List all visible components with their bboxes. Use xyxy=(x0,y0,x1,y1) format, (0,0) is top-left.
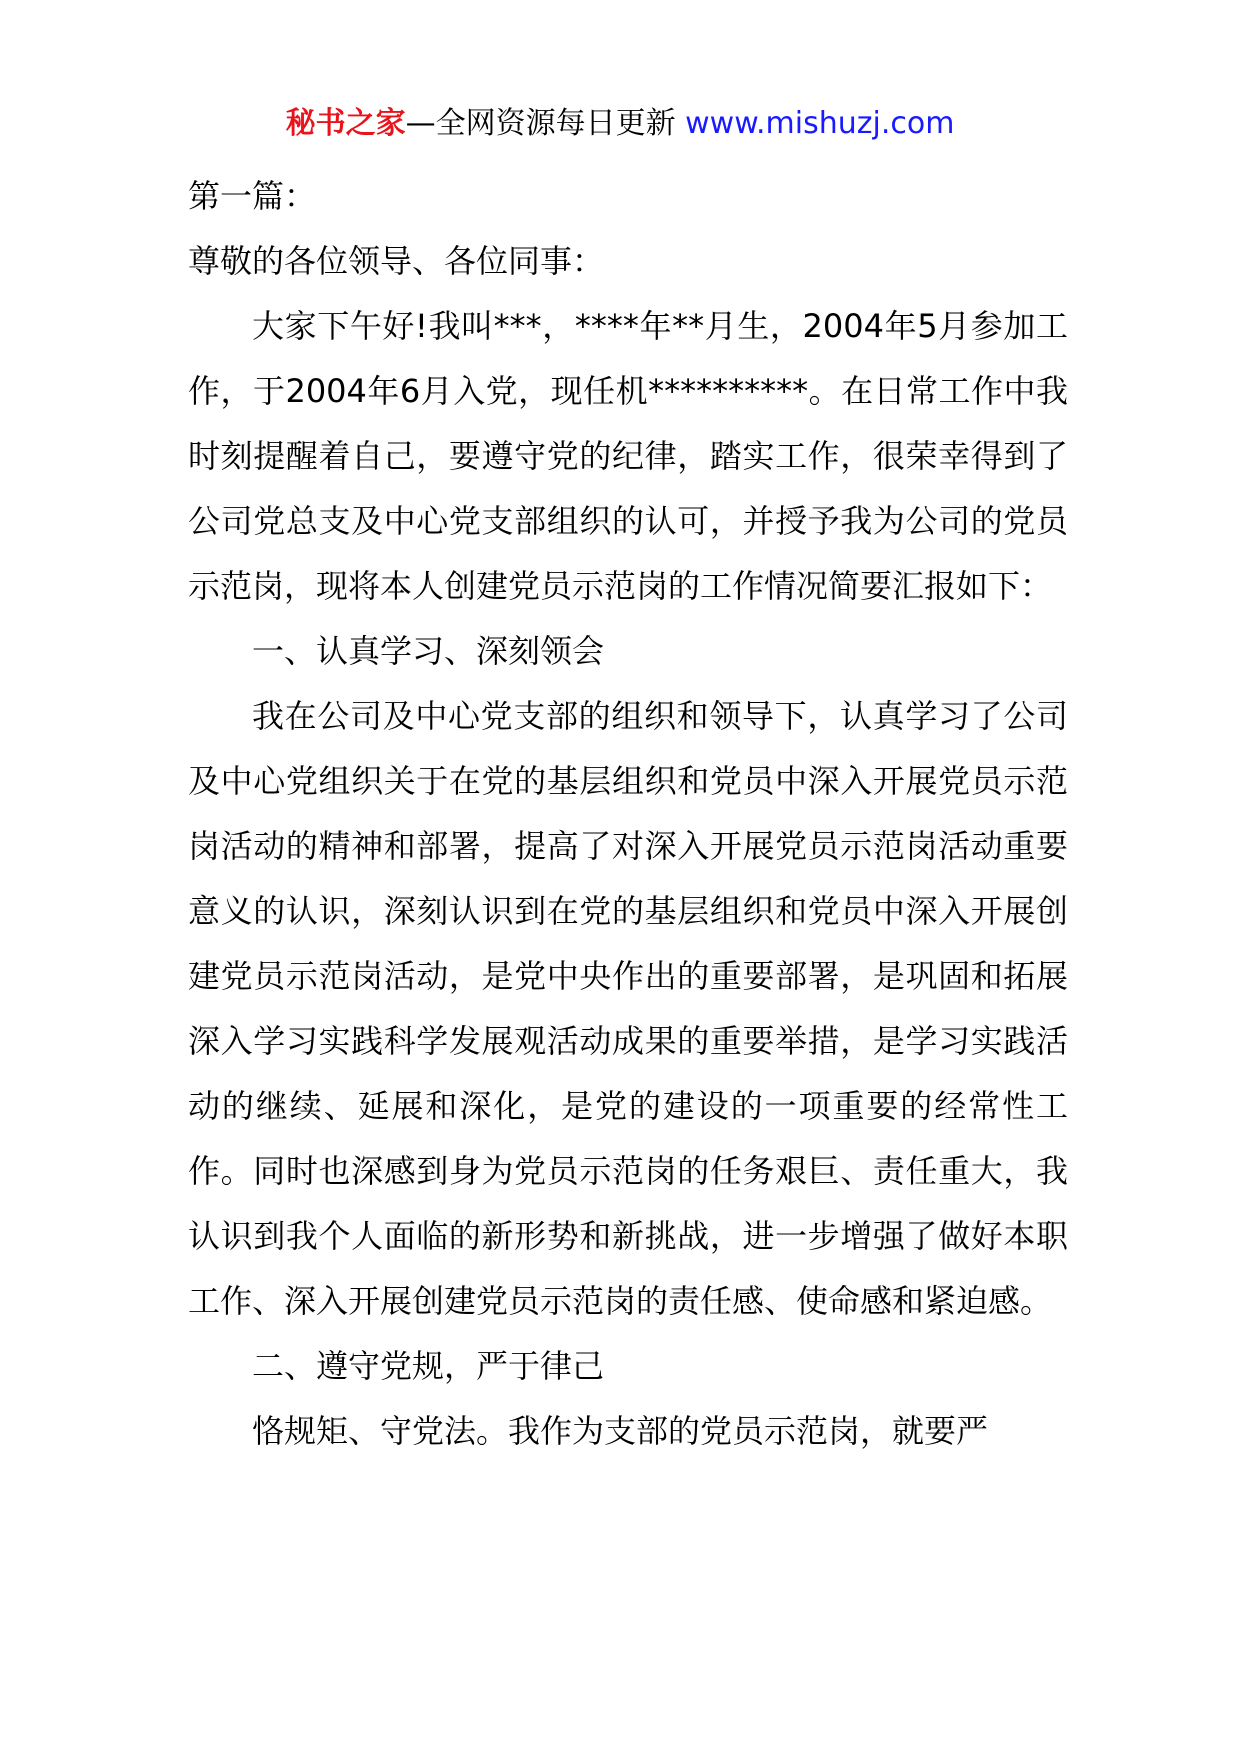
intro-paragraph: 大家下午好!我叫***，****年**月生，2004年5月参加工作，于2004年6月入党，现任机**********。在日常工作中我时刻提醒着自己，要遵守党的纪律，踏实工作，很荣幸得到了公司党总支及中心党支部组织的认可，并授予我为公司的党员示范岗，现将本人创建党员示范岗的工作情况简要汇报如下： xyxy=(188,307,1068,605)
salutation: 尊敬的各位领导、各位同事： xyxy=(188,242,605,280)
section-2-heading: 二、遵守党规，严于律己 xyxy=(252,1347,605,1385)
section-2-paragraph: 恪规矩、守党法。我作为支部的党员示范岗，就要严 xyxy=(252,1412,989,1450)
site-header xyxy=(0,100,1240,148)
site-brand: 秘书之家 xyxy=(285,106,406,141)
site-url-link[interactable]: www.mishuzj.com xyxy=(685,106,955,141)
section-1-paragraph: 我在公司及中心党支部的组织和领导下，认真学习了公司及中心党组织关于在党的基层组织和党员中深入开展党员示范岗活动的精神和部署，提高了对深入开展党员示范岗活动重要意义的认识，深刻认识到在党的基层组织和党员中深入开展创建党员示范岗活动，是党中央作出的重要部署，是巩固和拓展深入学习实践科学发展观活动成果的重要举措，是学习实践活动的继续、延展和深化，是党的建设的一项重要的经常性工作。同时也深感到身为党员示范岗的任务艰巨、责任重大，我认识到我个人面临的新形势和新挑战，进一步增强了做好本职工作、深入开展创建党员示范岗的责任感、使命感和紧迫感。 xyxy=(188,697,1068,1320)
site-tagline: —全网资源每日更新 xyxy=(405,106,686,141)
part-title: 第一篇： xyxy=(188,177,317,215)
section-1-heading: 一、认真学习、深刻领会 xyxy=(252,632,605,670)
document-body xyxy=(188,164,1068,1464)
